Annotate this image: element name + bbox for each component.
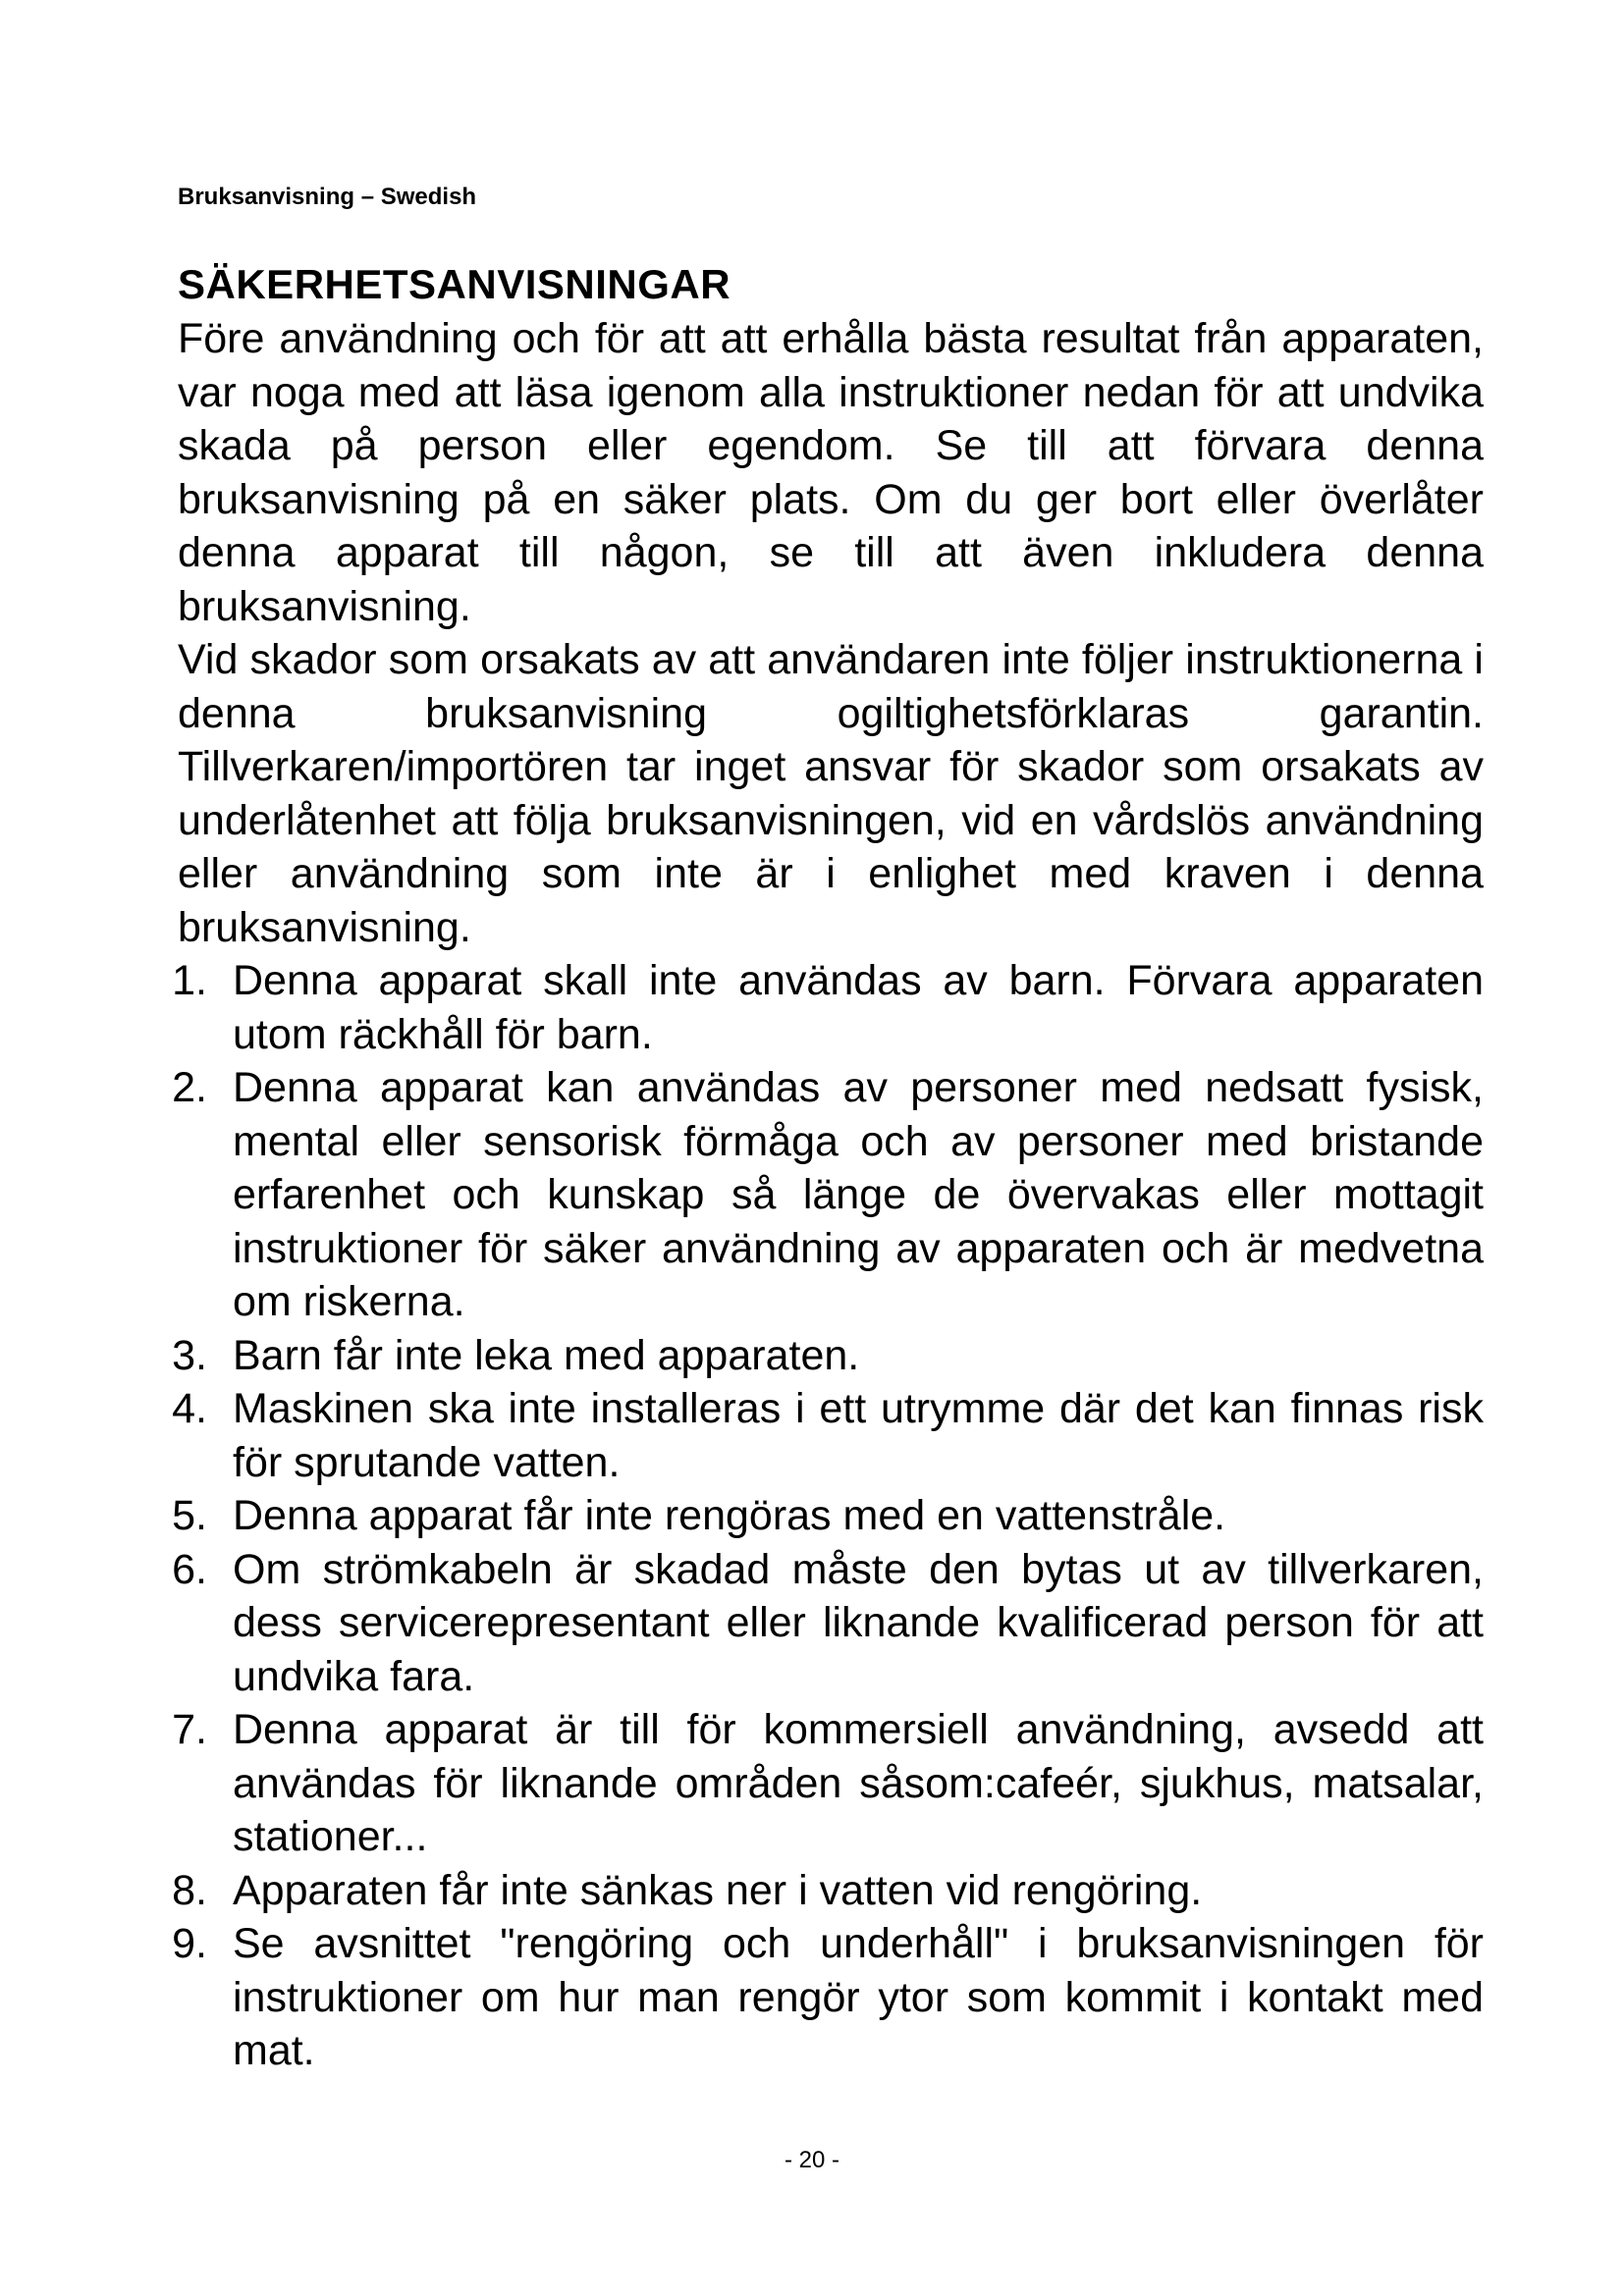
list-item-number: 6. xyxy=(172,1545,207,1593)
list-item-text: Se avsnittet "rengöring och underhåll" i bruksanvisningen för instruktioner om hur man rengör ytor som kommit i kontakt med mat. xyxy=(233,1920,1484,2074)
list-item-number: 2. xyxy=(172,1064,207,1111)
list-item xyxy=(172,1489,1484,1543)
safety-instruction-list xyxy=(172,954,1484,2078)
list-item-number: 5. xyxy=(172,1492,207,1539)
list-item-text: Maskinen ska inte installeras i ett utrymme där det kan finnas risk för sprutande vatten. xyxy=(233,1385,1484,1486)
list-item xyxy=(172,1061,1484,1329)
list-item-text: Om strömkabeln är skadad måste den bytas ut av tillverkaren, dess servicerepresentant eller liknande kvalificerad person för att undvika fara. xyxy=(233,1545,1484,1700)
section-title: SÄKERHETSANVISNINGAR xyxy=(178,261,731,307)
list-item xyxy=(172,1703,1484,1864)
intro-paragraph: Före användning och för att att erhålla bästa resultat från apparaten, var noga med att läsa igenom alla instruktioner nedan för att undvika skada på person eller egendom. Se till att förvara denna bruksanvisning på en säker plats. Om du ger bort eller överlåter denna apparat till någon, se till att även inkludera denna bruksanvisning. xyxy=(178,315,1484,630)
list-item-text: Apparaten får inte sänkas ner i vatten vid rengöring. xyxy=(233,1866,1203,1914)
list-item xyxy=(172,1382,1484,1489)
safety-section xyxy=(172,257,1484,2078)
list-item xyxy=(172,954,1484,1061)
list-item-number: 7. xyxy=(172,1706,207,1753)
document-header: Bruksanvisning – Swedish xyxy=(178,184,477,210)
list-item-text: Denna apparat är till för kommersiell användning, avsedd att användas för liknande områden såsom:cafeér, sjukhus, matsalar, stationer... xyxy=(233,1706,1484,1860)
list-item-number: 1. xyxy=(172,957,207,1004)
page-number: - 20 - xyxy=(784,2147,839,2173)
list-item xyxy=(172,1329,1484,1383)
list-item xyxy=(172,1543,1484,1704)
list-item-number: 3. xyxy=(172,1331,207,1379)
list-item-text: Denna apparat kan användas av personer med nedsatt fysisk, mental eller sensorisk förmåga och av personer med bristande erfarenhet och kunskap så länge de övervakas eller mottagit instruktioner för säker användning av apparaten och är medvetna om riskerna. xyxy=(233,1064,1484,1325)
list-item-number: 8. xyxy=(172,1866,207,1914)
list-item-number: 4. xyxy=(172,1385,207,1432)
list-item-text: Barn får inte leka med apparaten. xyxy=(233,1331,860,1379)
list-item-text: Denna apparat får inte rengöras med en vattenstråle. xyxy=(233,1492,1226,1539)
list-item-text: Denna apparat skall inte användas av barn. Förvara apparaten utom räckhåll för barn. xyxy=(233,957,1484,1058)
list-item-number: 9. xyxy=(172,1920,207,1967)
warranty-paragraph: Vid skador som orsakats av att användaren inte följer instruktionerna i denna bruksanvisning ogiltighetsförklaras garantin. Tillverkaren/importören tar inget ansvar för skador som orsakats av underlåtenhet att följa bruksanvisningen, vid en vårdslös användning eller användning som inte är i enlighet med kraven i denna bruksanvisning. xyxy=(178,636,1484,951)
list-item xyxy=(172,1864,1484,1918)
list-item xyxy=(172,1917,1484,2078)
